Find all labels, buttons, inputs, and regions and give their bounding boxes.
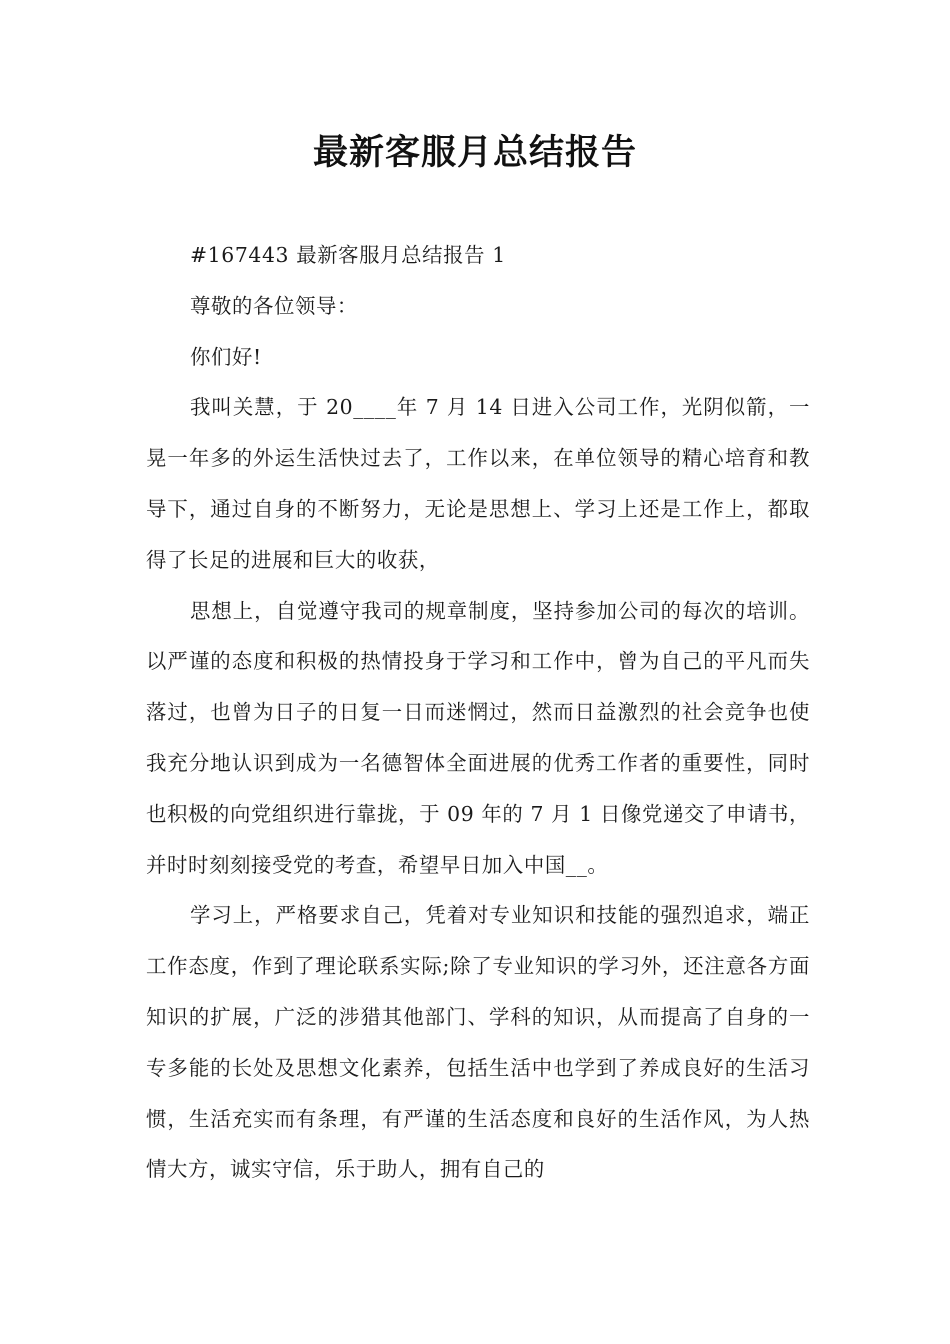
- document-body: [146, 230, 810, 1195]
- document-title: 最新客服月总结报告: [312, 133, 637, 173]
- paragraph-thought: 思想上，自觉遵守我司的规章制度，坚持参加公司的每次的培训。以严谨的态度和积极的热情投身于学习和工作中，曾为自己的平凡而失落过，也曾为日子的日复一日而迷惘过，然而日益激烈的社会竞争也使我充分地认识到成为一名德智体全面进展的优秀工作者的重要性，同时也积极的向党组织进行靠拢，于 09 年的 7 月 1 日像党递交了申请书，并时时刻刻接受党的考查，希望早日加入中国__。: [146, 598, 810, 877]
- paragraph-study: 学习上，严格要求自己，凭着对专业知识和技能的强烈追求，端正工作态度，作到了理论联系实际;除了专业知识的学习外，还注意各方面知识的扩展，广泛的涉猎其他部门、学科的知识，从而提高了自身的一专多能的长处及思想文化素养，包括生活中也学到了养成良好的生活习惯，生活充实而有条理，有严谨的生活态度和良好的生活作风，为人热情大方，诚实守信，乐于助人，拥有自己的: [146, 903, 810, 1182]
- paragraph-intro: 我叫关慧，于 20____年 7 月 14 日进入公司工作，光阴似箭，一晃一年多的外运生活快过去了，工作以来，在单位领导的精心培育和教导下，通过自身的不断努力，无论是思想上、学习上还是工作上，都取得了长足的进展和巨大的收获，: [146, 395, 810, 572]
- salutation: 尊敬的各位领导：: [190, 293, 358, 318]
- doc-reference-line: #167443 最新客服月总结报告 1: [190, 243, 506, 267]
- greeting: 你们好!: [190, 344, 262, 369]
